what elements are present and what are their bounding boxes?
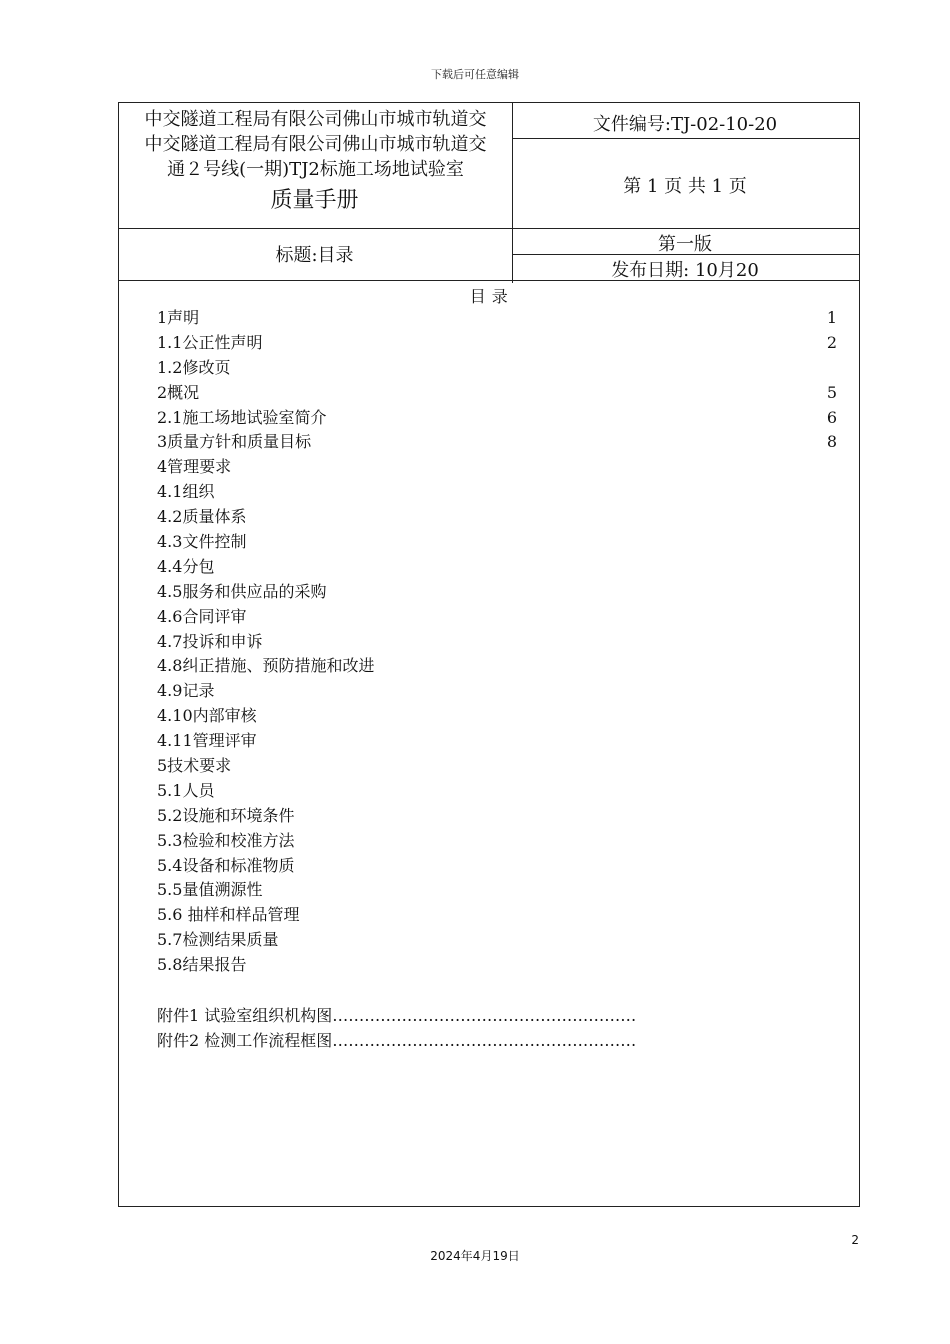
toc-item — [157, 679, 837, 704]
toc-item — [157, 903, 837, 928]
toc-item — [157, 854, 837, 879]
edition: 第一版 — [658, 234, 712, 255]
toc-item-label: 5.3检验和校准方法 — [157, 830, 295, 850]
toc-item-page: 2 — [826, 332, 837, 352]
toc-item — [157, 306, 837, 331]
toc-item — [157, 580, 837, 605]
toc-item-label: 4管理要求 — [157, 457, 232, 477]
toc-item-label: 5.2设施和环境条件 — [157, 805, 295, 825]
toc-item-label: 4.9记录 — [157, 681, 215, 701]
toc-item-label: 5.7检测结果质量 — [157, 930, 279, 950]
toc-item — [157, 754, 837, 779]
company-line: 中交隧道工程局有限公司佛山市城市轨道交 — [144, 109, 487, 130]
company-name — [119, 107, 512, 182]
appendix-item: 附件2 检测工作流程框图………………………………………………… — [157, 1031, 637, 1050]
toc-item — [157, 331, 837, 356]
toc-item — [157, 605, 837, 630]
toc-item-label: 2概况 — [157, 382, 200, 402]
toc-item — [157, 406, 837, 431]
toc-item-label: 4.10内部审核 — [157, 706, 257, 726]
toc-item — [157, 505, 837, 530]
company-line: 中交隧道工程局有限公司佛山市城市轨道交 — [144, 134, 487, 155]
doc-number-divider — [512, 138, 860, 139]
toc-item-page: 6 — [826, 407, 837, 427]
toc-item — [157, 455, 837, 480]
toc-item-page: 8 — [826, 432, 837, 452]
toc-item-label: 5.6 抽样和样品管理 — [157, 905, 300, 925]
toc-item-label: 4.2质量体系 — [157, 507, 247, 527]
toc-item-label: 1.1公正性声明 — [157, 332, 263, 352]
toc-item — [157, 704, 837, 729]
toc-item-label: 5.1人员 — [157, 780, 215, 800]
toc-item — [157, 804, 837, 829]
toc-item-label: 5.4设备和标准物质 — [157, 855, 295, 875]
toc-item — [157, 480, 837, 505]
toc-item — [157, 381, 837, 406]
toc-item-label: 4.1组织 — [157, 482, 215, 502]
toc-item-page: 5 — [826, 382, 837, 402]
manual-title: 质量手册 — [270, 188, 359, 213]
toc-item — [157, 928, 837, 953]
header-note: 下载后可任意编辑 — [431, 68, 519, 81]
company-line: 通２号线(一期)TJ2标施工场地试验室 — [167, 159, 464, 180]
toc-item-label: 3质量方针和质量目标 — [157, 432, 312, 452]
toc-item-label: 4.11管理评审 — [157, 731, 257, 751]
toc-item — [157, 953, 837, 978]
page-number: 2 — [851, 1233, 859, 1247]
toc-item-label: 4.4分包 — [157, 556, 215, 576]
doc-number: 文件编号:TJ-02-10-20 — [592, 114, 778, 135]
toc-item-label: 5.8结果报告 — [157, 955, 247, 975]
toc-item — [157, 356, 837, 381]
toc-item — [157, 654, 837, 679]
toc-item — [157, 829, 837, 854]
toc-item — [157, 530, 837, 555]
toc-item — [157, 630, 837, 655]
toc-item-label: 4.6合同评审 — [157, 606, 247, 626]
page-info: 第 1 页 共 1 页 — [623, 176, 747, 197]
toc-item — [157, 430, 837, 455]
footer-date: 2024年4月19日 — [430, 1249, 520, 1263]
toc-item-label: 4.8纠正措施、预防措施和改进 — [157, 656, 375, 676]
toc-item-label: 2.1施工场地试验室简介 — [157, 407, 327, 427]
toc-item-label: 1声明 — [157, 308, 200, 327]
appendix-item: 附件1 试验室组织机构图………………………………………………… — [157, 1006, 637, 1025]
toc-list — [157, 306, 837, 978]
toc-item — [157, 555, 837, 580]
toc-item — [157, 878, 837, 903]
toc-item — [157, 779, 837, 804]
toc-heading: 目 录 — [469, 287, 509, 306]
toc-item-label: 4.5服务和供应品的采购 — [157, 581, 327, 601]
toc-item-label: 5技术要求 — [157, 756, 232, 776]
toc-item-label: 1.2修改页 — [157, 357, 231, 377]
header-bottom-divider — [119, 228, 860, 229]
subject-title: 标题:目录 — [275, 245, 354, 266]
publish-date: 发布日期: 10月20 — [611, 260, 759, 281]
toc-item-label: 4.7投诉和申诉 — [157, 631, 263, 651]
toc-item-page: 1 — [826, 308, 837, 327]
toc-item-label: 5.5量值溯源性 — [157, 880, 263, 900]
toc-item — [157, 729, 837, 754]
toc-item-label: 4.3文件控制 — [157, 532, 247, 552]
